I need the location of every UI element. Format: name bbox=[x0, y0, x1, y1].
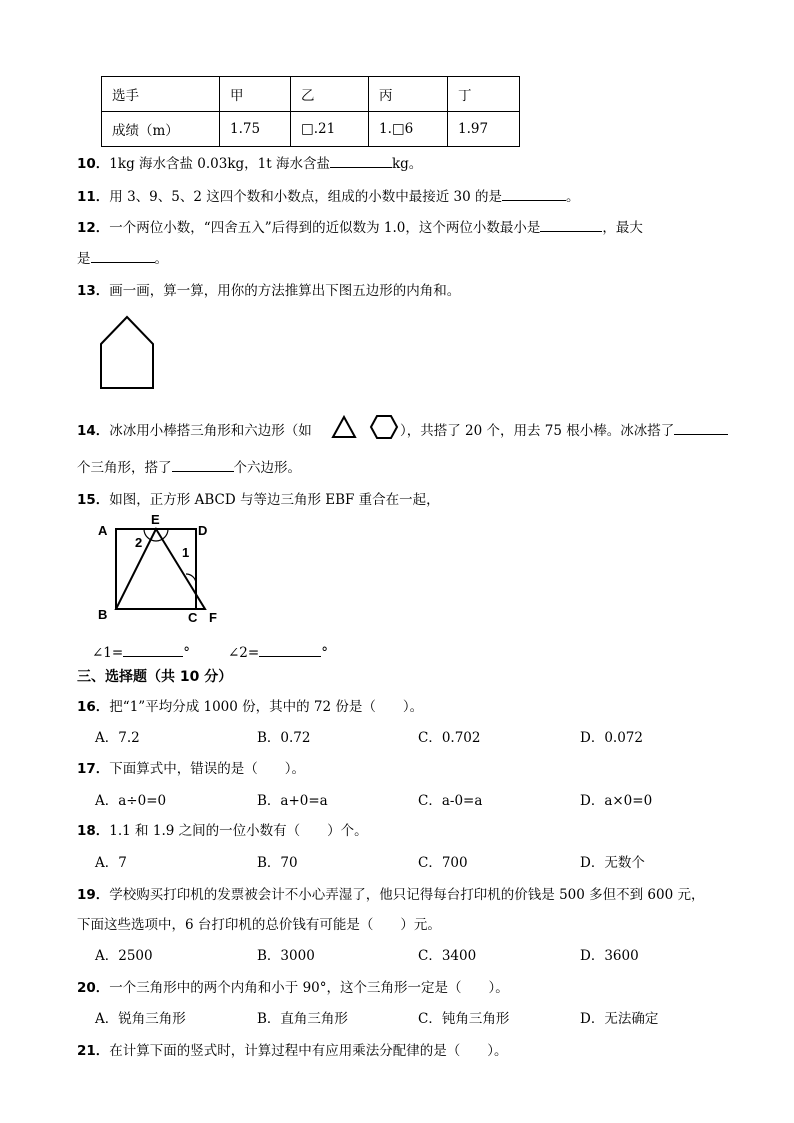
option-a[interactable]: A．a÷0=0 bbox=[95, 793, 167, 809]
option-c[interactable]: C．3400 bbox=[418, 948, 477, 964]
answer-blank[interactable] bbox=[540, 219, 602, 232]
question-text: ），共搭了 20 个，用去 75 根小棒。冰冰搭了 bbox=[400, 423, 675, 439]
answer-blank[interactable] bbox=[259, 644, 321, 657]
question-number: 16． bbox=[77, 699, 110, 715]
answer-label: ° bbox=[183, 645, 190, 661]
option-a[interactable]: A．7.2 bbox=[95, 730, 140, 746]
table-cell: 丁 bbox=[448, 77, 520, 112]
option-c[interactable]: C．700 bbox=[418, 855, 468, 871]
table-cell: □.21 bbox=[291, 112, 369, 147]
answer-blank[interactable] bbox=[674, 422, 728, 435]
question-text: 用 3、9、5、2 这四个数和小数点，组成的小数中最接近 30 的是 bbox=[109, 189, 502, 205]
point-label: A bbox=[98, 523, 108, 538]
point-label: B bbox=[98, 607, 108, 622]
question-number: 11． bbox=[77, 189, 110, 205]
table-cell: 甲 bbox=[220, 77, 291, 112]
question-14-line2 bbox=[77, 456, 301, 476]
table-row bbox=[102, 112, 520, 147]
question-text: 。 bbox=[154, 251, 168, 267]
answer-blank[interactable] bbox=[91, 250, 155, 263]
question-text: 学校购买打印机的发票被会计不小心弄湿了，他只记得每台打印机的价钱是 500 多但不到 600 元， bbox=[109, 887, 705, 903]
question-16 bbox=[77, 695, 423, 715]
option-b[interactable]: B．0.72 bbox=[257, 730, 311, 746]
question-text: 一个三角形中的两个内角和小于 90°，这个三角形一定是（ ）。 bbox=[109, 980, 509, 996]
triangle-icon bbox=[333, 417, 355, 437]
question-text: kg。 bbox=[391, 156, 423, 172]
question-10 bbox=[77, 152, 422, 172]
angle-label: 1 bbox=[182, 545, 190, 560]
question-number: 12． bbox=[77, 220, 110, 236]
option-b[interactable]: B．3000 bbox=[257, 948, 315, 964]
answer-angle-2 bbox=[228, 644, 328, 661]
answer-label: ∠2= bbox=[228, 645, 260, 661]
answer-blank[interactable] bbox=[330, 155, 392, 168]
point-label: D bbox=[198, 523, 208, 538]
table-cell: 1.□6 bbox=[369, 112, 448, 147]
question-number: 13． bbox=[77, 283, 110, 299]
question-number: 18． bbox=[77, 823, 110, 839]
table-cell: 1.75 bbox=[220, 112, 291, 147]
geometry-figure bbox=[95, 510, 230, 628]
question-text: 如图，正方形 ABCD 与等边三角形 EBF 重合在一起， bbox=[109, 492, 440, 508]
question-number: 19． bbox=[77, 887, 110, 903]
point-label: E bbox=[151, 512, 160, 527]
question-19-line2: 下面这些选项中，6 台打印机的总价钱有可能是（ ）元。 bbox=[77, 917, 441, 933]
question-17 bbox=[77, 757, 305, 777]
question-text: 在计算下面的竖式时，计算过程中有应用乘法分配律的是（ ）。 bbox=[109, 1043, 508, 1059]
option-b[interactable]: B．70 bbox=[257, 855, 298, 871]
question-text: ，最大 bbox=[602, 220, 643, 236]
question-13 bbox=[77, 279, 460, 299]
question-19 bbox=[77, 883, 705, 903]
question-number: 14． bbox=[77, 423, 110, 439]
option-c[interactable]: C．0.702 bbox=[418, 730, 481, 746]
pentagon-shape bbox=[101, 317, 153, 388]
question-20 bbox=[77, 976, 509, 996]
question-text: 一个两位小数，“四舍五入”后得到的近似数为 1.0，这个两位小数最小是 bbox=[109, 220, 541, 236]
section-heading: 三、选择题（共 10 分） bbox=[77, 669, 233, 685]
question-text: 。 bbox=[566, 189, 580, 205]
answer-label: ° bbox=[321, 645, 328, 661]
angle-label: 2 bbox=[135, 535, 143, 550]
question-14 bbox=[77, 419, 312, 439]
option-a[interactable]: A．锐角三角形 bbox=[95, 1011, 186, 1027]
option-c[interactable]: C．钝角三角形 bbox=[418, 1011, 510, 1027]
option-d[interactable]: D．3600 bbox=[580, 948, 639, 964]
option-a[interactable]: A．2500 bbox=[95, 948, 153, 964]
score-table bbox=[101, 76, 520, 147]
option-d[interactable]: D．无数个 bbox=[580, 855, 645, 871]
hexagon-icon bbox=[371, 416, 397, 438]
question-text: 画一画，算一算，用你的方法推算出下图五边形的内角和。 bbox=[109, 283, 461, 299]
question-number: 10． bbox=[77, 156, 110, 172]
triangle-ebf bbox=[116, 529, 205, 609]
answer-label: ∠1= bbox=[92, 645, 124, 661]
option-d[interactable]: D．0.072 bbox=[580, 730, 643, 746]
option-a[interactable]: A．7 bbox=[95, 855, 127, 871]
table-cell: 1.97 bbox=[448, 112, 520, 147]
question-number: 15． bbox=[77, 492, 110, 508]
option-d[interactable]: D．a×0=0 bbox=[580, 793, 653, 809]
point-label: C bbox=[188, 610, 198, 625]
option-b[interactable]: B．a+0=a bbox=[257, 793, 328, 809]
answer-blank[interactable] bbox=[123, 644, 183, 657]
option-d[interactable]: D．无法确定 bbox=[580, 1011, 659, 1027]
question-text: 下面算式中，错误的是（ ）。 bbox=[109, 761, 306, 777]
question-number: 17． bbox=[77, 761, 110, 777]
question-21 bbox=[77, 1039, 508, 1059]
question-number: 20． bbox=[77, 980, 110, 996]
shape-examples bbox=[330, 413, 410, 443]
table-header-row bbox=[102, 77, 520, 112]
question-text: 把“1”平均分成 1000 份，其中的 72 份是（ ）。 bbox=[109, 699, 424, 715]
question-text: 冰冰用小棒搭三角形和六边形（如 bbox=[109, 423, 312, 439]
option-b[interactable]: B．直角三角形 bbox=[257, 1011, 348, 1027]
question-12-line2 bbox=[77, 247, 168, 267]
question-text: 个六边形。 bbox=[233, 460, 301, 476]
question-text: 个三角形，搭了 bbox=[77, 460, 172, 476]
pentagon-figure bbox=[98, 314, 158, 392]
question-11 bbox=[77, 185, 580, 205]
table-cell: 乙 bbox=[291, 77, 369, 112]
question-text: 1.1 和 1.9 之间的一位小数有（ ）个。 bbox=[109, 823, 368, 839]
answer-angle-1 bbox=[92, 644, 190, 661]
question-15 bbox=[77, 488, 440, 508]
answer-blank[interactable] bbox=[172, 459, 234, 472]
table-cell: 丙 bbox=[369, 77, 448, 112]
question-text: 是 bbox=[77, 251, 91, 267]
table-cell: 选手 bbox=[102, 77, 220, 112]
question-text: 1kg 海水含盐 0.03kg，1t 海水含盐 bbox=[109, 156, 330, 172]
answer-blank[interactable] bbox=[502, 188, 566, 201]
question-12 bbox=[77, 216, 643, 236]
option-c[interactable]: C．a-0=a bbox=[418, 793, 483, 809]
question-number: 21． bbox=[77, 1043, 110, 1059]
table-cell: 成绩（m） bbox=[102, 112, 220, 147]
point-label: F bbox=[209, 610, 217, 625]
question-18 bbox=[77, 819, 368, 839]
question-14-cont bbox=[400, 419, 728, 439]
